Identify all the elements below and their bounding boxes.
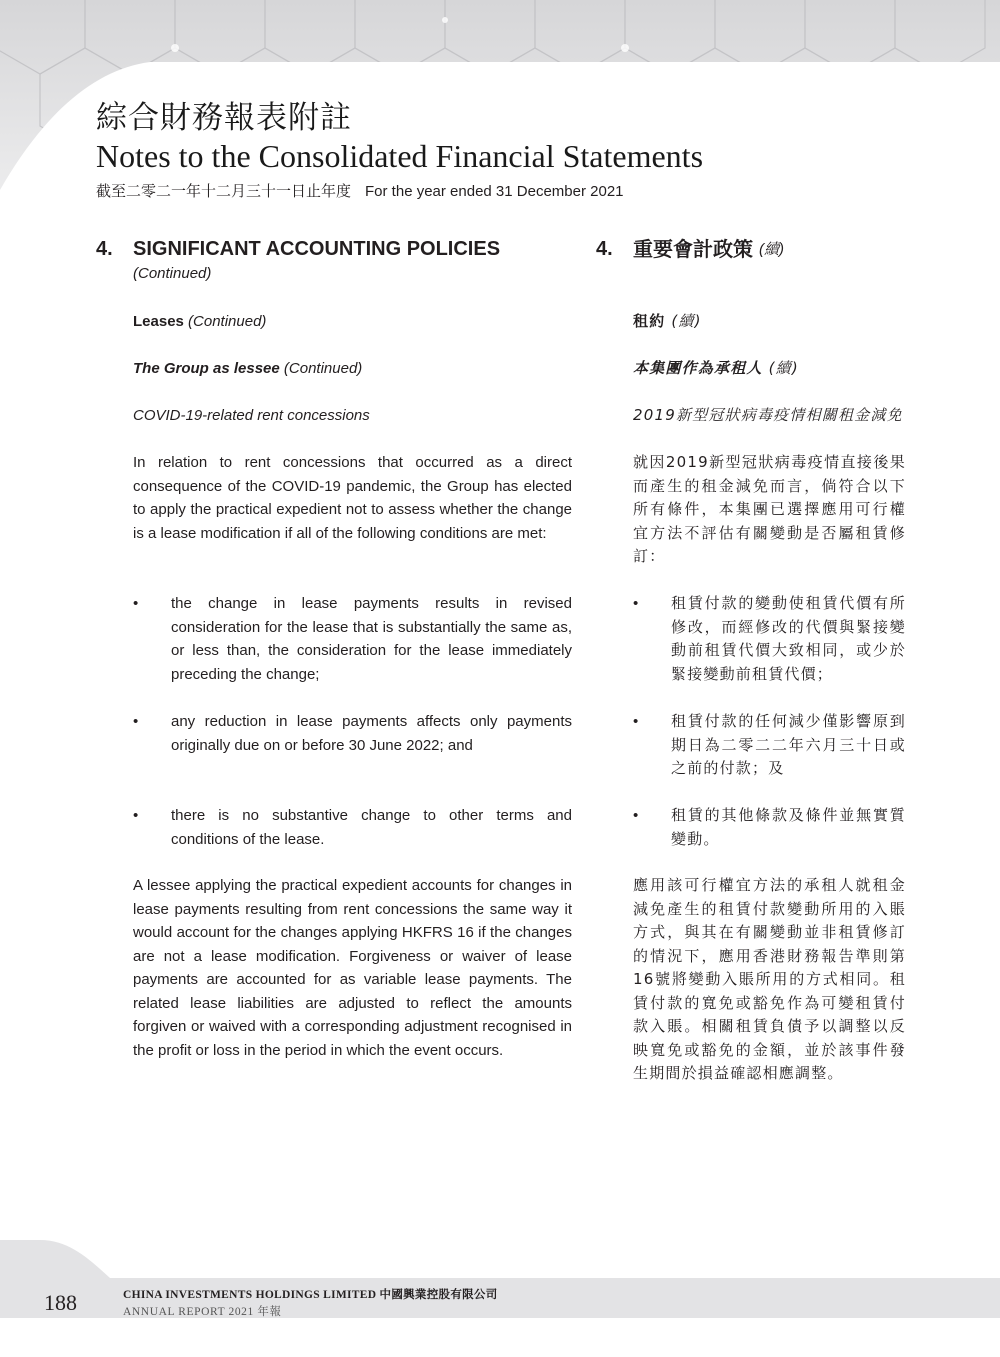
section-continued: (續) [759,241,784,258]
section-title: SIGNIFICANT ACCOUNTING POLICIES [133,238,501,260]
section-continued: (Continued) [133,265,212,282]
report-name: ANNUAL REPORT 2021 年報 [123,1306,282,1318]
leases-subheading-chinese: 租約 (續) [633,312,702,330]
section-number: 4. [96,238,113,260]
bullet-marker: • [633,595,639,612]
page-header [96,98,703,201]
page-title-english: Notes to the Consolidated Financial Statements [96,138,704,174]
footer-text [123,1286,498,1319]
page-number: 188 [44,1290,77,1315]
bullet-marker: • [633,807,639,824]
condition-item: any reduction in lease payments affects only payments originally due on or before 30 June 2022; and [171,713,572,754]
english-column [96,234,572,1059]
bullet-marker: • [133,713,139,730]
condition-item: the change in lease payments results in revised consideration for the lease that is substantially the same as, or less than, the consideration for the lease immediately preceding the change; [171,595,572,683]
reporting-period-english: For the year ended 31 December 2021 [365,183,624,200]
closing-paragraph-chinese: 應用該可行權宜方法的承租人就租金減免產生的租賃付款變動所用的入賬方式，與其在有關變動並非租賃修訂的情況下，應用香港財務報告準則第16號將變動入賬所用的方式相同。租賃付款的寬免或豁免作為可變租賃付款入賬。相關租賃負債予以調整以反映寬免或豁免的金額，並於該事件發生期間於損益確認相應調整。 [633,876,906,1082]
condition-item: there is no substantive change to other terms and conditions of the lease. [171,807,572,848]
reporting-period-chinese: 截至二零二一年十二月三十一日止年度 [96,183,352,200]
closing-paragraph: A lessee applying the practical expedient accounts for changes in lease payments resulting from rent concessions the same way it would account for the changes applying HKFRS 16 if the changes are not a lease modification. Forgiveness or waiver of lease payments are accounted for as variable lease payments. The related lease liabilities are adjusted to reflect the amounts forgiven or waived with a corresponding adjustment recognised in the profit or loss in the period in which the event occurs. [133,877,572,1059]
lessee-subheading-chinese: 本集團作為承租人 (續) [633,359,799,377]
section-title-chinese: 重要會計政策 [633,237,753,261]
company-name: CHINA INVESTMENTS HOLDINGS LIMITED 中國興業控股有限公司 [123,1289,498,1301]
intro-paragraph-chinese: 就因2019新型冠狀病毒疫情直接後果而產生的租金減免而言，倘符合以下所有條件，本集團已選擇應用可行權宜方法不評估有關變動是否屬租賃修訂： [633,453,906,565]
condition-item-chinese: 租賃的其他條款及條件並無實質變動。 [671,806,906,848]
section-heading-chinese [596,234,906,266]
bullet-marker: • [133,595,139,612]
bullet-marker: • [633,713,639,730]
leases-subheading: Leases (Continued) [133,313,267,330]
bullet-marker: • [133,807,139,824]
covid-heading: COVID-19-related rent concessions [133,407,370,424]
section-heading [96,234,572,264]
condition-item-chinese: 租賃付款的任何減少僅影響原到期日為二零二二年六月三十日或之前的付款；及 [671,712,906,777]
chinese-column [596,234,906,1082]
lessee-subheading: The Group as lessee (Continued) [133,360,363,377]
intro-paragraph: In relation to rent concessions that occurred as a direct consequence of the COVID-19 pandemic, the Group has elected to apply the practical expedient not to assess whether the change is a lease modification if all of the following conditions are met: [133,454,572,542]
reporting-period [96,180,703,201]
section-number: 4. [596,238,613,260]
covid-heading-chinese: 2019新型冠狀病毒疫情相關租金減免 [633,406,903,424]
condition-item-chinese: 租賃付款的變動使租賃代價有所修改，而經修改的代價與緊接變動前租賃代價大致相同，或少於緊接變動前租賃代價； [671,594,906,683]
page-title-chinese: 綜合財務報表附註 [96,100,352,136]
